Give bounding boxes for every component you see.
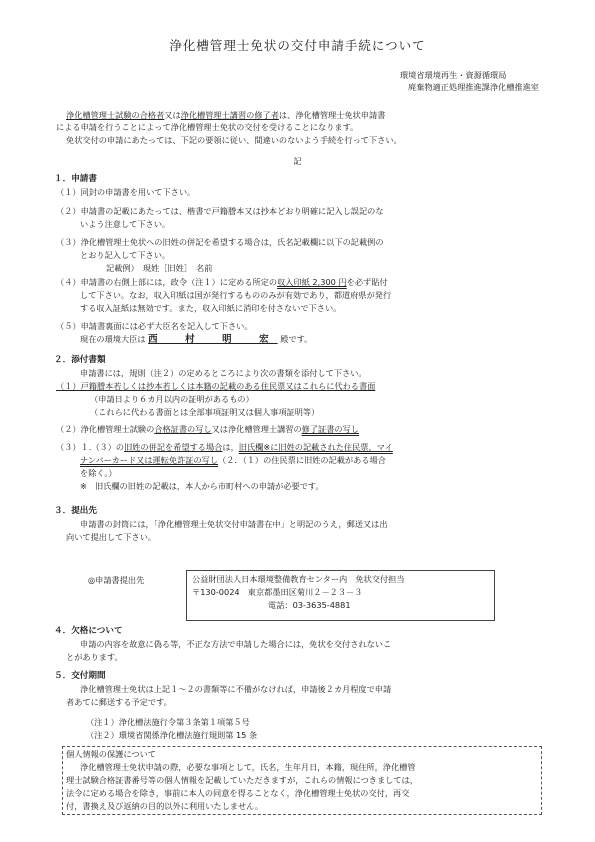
issuing-organization — [400, 70, 539, 94]
s2-note: ※ 旧氏欄の旧姓の記載は，本人から市町村への申請が必要です。 — [80, 481, 324, 491]
section-1-heading: １．申請書 — [54, 174, 97, 184]
minister-prefix: 現在の環境大臣は — [80, 334, 146, 344]
s2-item-3c: を除く。） — [80, 468, 117, 478]
s1-item-1: （１）同封の申請書を用いて下さい。 — [56, 187, 196, 197]
s2-item-1c: （これらに代わる書面とは全部事項証明又は個人事項証明等） — [90, 407, 320, 417]
s1-item-3b: とおり記入して下さい。 — [80, 250, 171, 260]
note-2: （注２）環境省関係浄化槽法施行規則第 15 条 — [86, 730, 258, 740]
pass-certificate-copy: 合格証書の写し — [154, 424, 212, 434]
intro-text: は、浄化槽管理士免状申請書 — [278, 110, 386, 120]
intro-text: 又は — [164, 110, 181, 120]
s1-item-4a — [56, 277, 388, 288]
s1-item-4-text: を必ず貼付 — [346, 277, 388, 287]
maiden-name-documents: 旧氏欄※に旧姓の記載された住民票，マイ — [238, 442, 393, 452]
privacy-line-2: 理士試験合格証書番号等の個人情報を記載していただきますが，これらの情報につきましては， — [66, 775, 418, 785]
s2-item-3-text: は， — [222, 442, 239, 452]
s1-example: 記載例） 現姓［旧姓］ 名前 — [106, 263, 213, 273]
completion-certificate-copy: 修了証書の写し — [301, 424, 359, 434]
s2-item-2 — [56, 424, 359, 435]
revenue-stamp-amount: 収入印紙 2,300 円 — [277, 277, 347, 287]
s2-item-1a — [56, 381, 375, 392]
s5-line-1: 浄化槽管理士免状は上記１～２の書類等に不備がなければ，申請後２カ月程度で申請 — [80, 684, 392, 694]
s2-item-3-text: （３）１.（３）の — [56, 442, 125, 452]
intro-line-2: による申請を行うことによって浄化槽管理士免状の交付を受けることになります。 — [56, 122, 359, 132]
submission-label: ◎申請書提出先 — [88, 575, 145, 585]
s1-item-4-text: （４）申請書の右側上部には，政令（注１）に定める所定の — [56, 277, 278, 287]
minister-suffix: 殿です。 — [280, 334, 313, 344]
privacy-title: 個人情報の保護について — [66, 749, 156, 759]
privacy-line-1: 浄化槽管理士免状申請の際，必要な事項として，氏名，生年月日，本籍，現住所，浄化槽管 — [80, 762, 416, 772]
minister-name: 西 村 明 宏 — [148, 334, 278, 345]
submission-address: 〒130-0024 東京都墨田区菊川２－２３－３ — [192, 587, 363, 597]
s1-item-3a: （３）浄化槽管理士免状への旧姓の併記を希望する場合は，氏名記載欄に以下の記載例の — [56, 237, 384, 247]
s1-item-4b: して下さい。なお，収入印紙は国が発行するもののみが有効であり，都道府県が発行 — [80, 290, 392, 300]
s3-line-2: 向いて提出して下さい。 — [66, 532, 157, 542]
submission-org: 公益財団法人日本環境整備教育センター内 免状交付担当 — [192, 574, 405, 584]
maiden-name-request: 旧姓の併記を希望する場合 — [124, 442, 223, 452]
s3-line-1: 申請書の封筒には，「浄化槽管理士免状交付申請書在中」と明記のうえ，郵送又は出 — [80, 519, 388, 529]
intro-line-3: 免状交付の申請にあたっては、下記の要領に従い、間違いのないよう手続を行って下さい。 — [66, 135, 402, 145]
s2-intro: 申請書には，規則（注２）の定めるところにより次の書類を添付して下さい。 — [80, 368, 367, 378]
s5-line-2: 者あてに郵送する予定です。 — [66, 697, 172, 707]
note-1: （注１）浄化槽法施行令第３条第１項第５号 — [86, 717, 250, 727]
intro-exam-passers: 浄化槽管理士試験の合格者 — [66, 110, 165, 120]
s2-item-3b — [80, 455, 386, 466]
intro-line-1 — [66, 110, 536, 121]
s2-item-2-text: 又は浄化槽管理士講習の — [211, 424, 302, 434]
s1-item-2a: （２）申請書の記載にあたっては、楷書で戸籍謄本又は抄本どおり明確に記入し誤記のな — [56, 206, 384, 216]
s2-item-1b: （申請日より６カ月以内の証明があるもの） — [90, 394, 254, 404]
s2-item-3-text: （２．（１）の住民票に旧姓の記載がある場合 — [218, 455, 386, 465]
s2-item-1-text: （１）戸籍謄本若しくは抄本若しくは本籍の記載のある住民票又はこれらに代わる書面 — [56, 381, 376, 391]
privacy-line-3: 法令に定める場合を除き，事前に本人の同意を得ることなく，浄化槽管理士免状の交付，再交 — [66, 788, 410, 798]
s1-item-5: （５）申請書裏面には必ず大臣名を記入して下さい。 — [56, 321, 253, 331]
s4-line-2: とがあります。 — [66, 652, 123, 662]
s4-line-1: 申請の内容を故意に偽る等，不正な方法で申請した場合には，免状を交付されないこ — [80, 639, 392, 649]
page-title: 浄化槽管理士免状の交付申請手続について — [169, 38, 426, 53]
privacy-line-4: 付，書換え及び返納の目的以外に利用いたしません。 — [66, 801, 263, 811]
section-4-heading: ４．欠格について — [54, 626, 123, 636]
s2-item-2-text: （２）浄化槽管理士試験の — [56, 424, 155, 434]
org-bureau: 環境省環境再生・資源循環局 — [399, 70, 507, 80]
maiden-name-documents-cont: ナンバーカード又は運転免許証の写し — [80, 455, 219, 465]
section-5-heading: ５．交付期間 — [54, 671, 106, 681]
org-office: 廃棄物適正処理推進課浄化槽推進室 — [407, 81, 539, 92]
s1-minister-line — [80, 334, 312, 347]
intro-course-completers: 浄化槽管理士講習の修了者 — [180, 110, 279, 120]
submission-phone: 電話：03-3635-4881 — [268, 600, 351, 610]
ki-mark: 記 — [293, 156, 302, 166]
s2-item-3a — [56, 442, 393, 453]
section-3-heading: ３．提出先 — [54, 506, 97, 516]
section-2-heading: ２．添付書類 — [54, 355, 106, 365]
s1-item-2b: いよう注意して下さい。 — [80, 219, 171, 229]
s1-item-4c: する収入証紙は無効です。また，収入印紙に消印を付さないで下さい。 — [80, 303, 342, 313]
